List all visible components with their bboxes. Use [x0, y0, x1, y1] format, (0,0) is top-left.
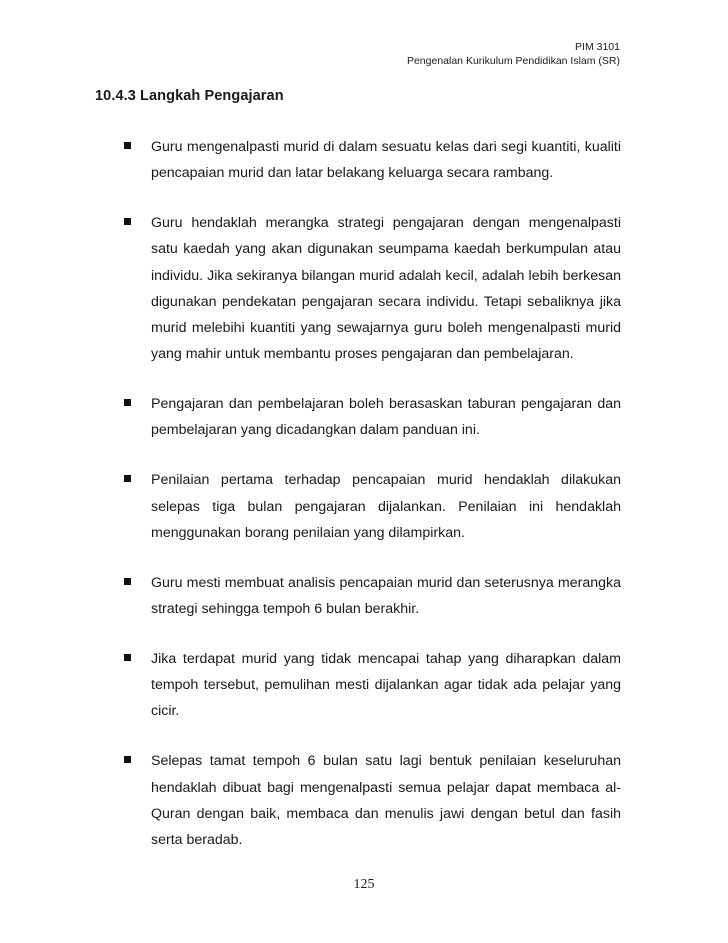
list-item: [124, 748, 621, 853]
course-title: Pengenalan Kurikulum Pendidikan Islam (SR): [406, 55, 620, 67]
square-bullet-icon: [124, 654, 131, 661]
list-item-text: Guru hendaklah merangka strategi pengajaran dengan mengenalpasti satu kaedah yang akan digunakan seumpama kaedah berkumpulan atau individu. Jika sekiranya bilangan murid adalah kecil, adalah lebih berkesan digunakan pendekatan pengajaran secara individu. Tetapi sebaliknya jika murid melebihi kuantiti yang sewajarnya guru boleh mengenalpasti murid yang mahir untuk membantu proses pengajaran dan pembelajaran.: [151, 215, 621, 363]
section-heading: 10.4.3 Langkah Pengajaran: [95, 88, 284, 104]
list-item: [124, 570, 621, 622]
list-item: [124, 210, 621, 367]
list-item: [124, 646, 621, 725]
list-item-text: Guru mesti membuat analisis pencapaian murid dan seterusnya merangka strategi sehingga tempoh 6 bulan berakhir.: [151, 574, 621, 618]
list-item: [124, 467, 621, 546]
list-item-text: Selepas tamat tempoh 6 bulan satu lagi bentuk penilaian keseluruhan hendaklah dibuat bagi mengenalpasti semua pelajar dapat membaca al-Quran dengan baik, membaca dan menulis jawi dengan betul dan fasih serta beradab.: [151, 753, 621, 849]
course-code: PIM 3101: [575, 41, 620, 53]
page-header: [407, 40, 620, 68]
list-item-text: Guru mengenalpasti murid di dalam sesuatu kelas dari segi kuantiti, kualiti pencapaian murid dan latar belakang keluarga secara rambang.: [151, 139, 621, 182]
square-bullet-icon: [124, 399, 131, 406]
list-item-text: Penilaian pertama terhadap pencapaian murid hendaklah dilakukan selepas tiga bulan pengajaran dijalankan. Penilaian ini hendaklah menggunakan borang penilaian yang dilampirkan.: [151, 472, 621, 541]
square-bullet-icon: [124, 218, 131, 225]
list-item-text: Pengajaran dan pembelajaran boleh berasaskan taburan pengajaran dan pembelajaran yang dicadangkan dalam panduan ini.: [151, 396, 621, 439]
list-item: [124, 391, 621, 443]
list-item-text: Jika terdapat murid yang tidak mencapai tahap yang diharapkan dalam tempoh tersebut, pemulihan mesti dijalankan agar tidak ada pelajar yang cicir.: [151, 651, 621, 720]
square-bullet-icon: [124, 756, 131, 763]
square-bullet-icon: [124, 578, 131, 585]
list-item: [124, 134, 621, 186]
square-bullet-icon: [124, 475, 131, 482]
bullet-list: [124, 134, 621, 877]
square-bullet-icon: [124, 142, 131, 149]
page-number: 125: [353, 877, 375, 892]
